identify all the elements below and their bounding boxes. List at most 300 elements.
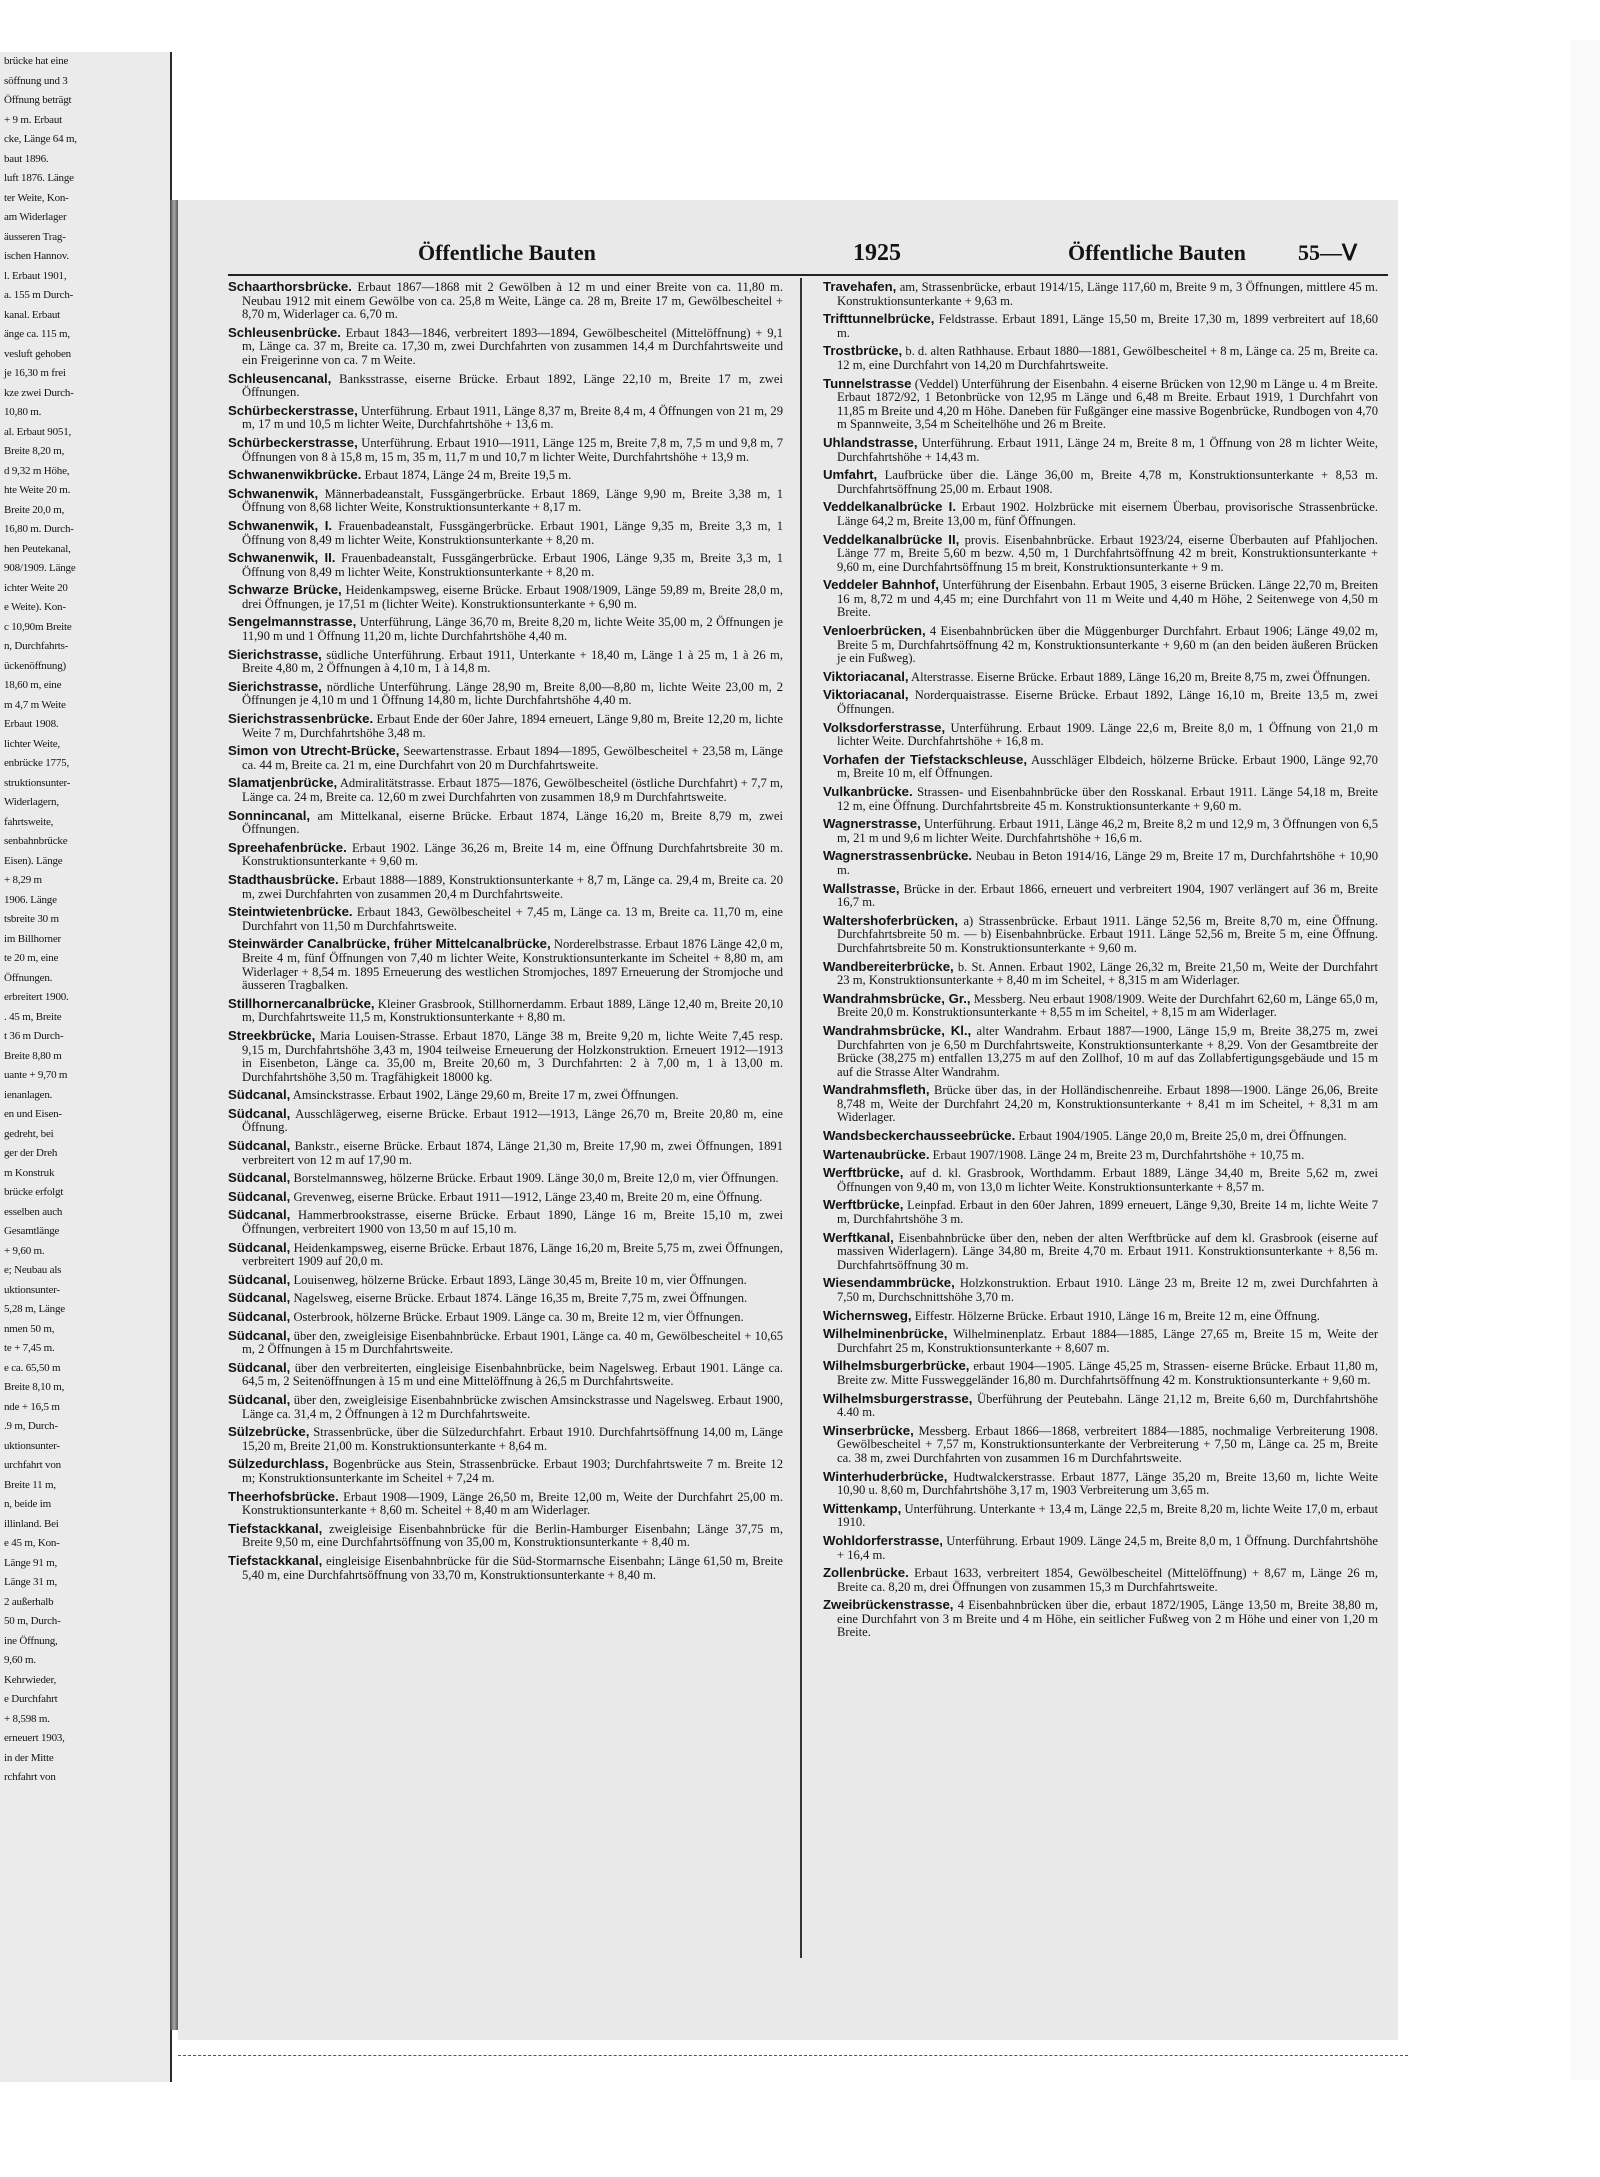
bridge-entry (228, 487, 783, 515)
prev-page-line: esselben auch (4, 1205, 63, 1218)
entry-text: alter Wandrahm. Erbaut 1887—1900, Länge 15,9 m, Breite 38,275 m, zwei Durchfahrten von je 6,50 m Durchfahrtsweite, Konstruktionsunterkante + 8,29. Von der Gesamtbreite der Brücke (38,275 m) entfallen 13,275 m auf den Zollhof, 10 m auf das Zollabfertigungsgebäude und 15 m auf die Strasse Alter Wandrahm. (837, 1023, 1378, 1079)
entry-name: Wittenkamp, (823, 1500, 902, 1516)
entry-name: Werftbrücke, (823, 1165, 904, 1181)
prev-page-line: Eisen). Länge (4, 854, 63, 867)
bridge-entry (823, 1502, 1378, 1530)
entry-name: Winterhuderbrücke, (823, 1468, 948, 1484)
bridge-entry (823, 578, 1378, 620)
entry-name: Veddelkanalbrücke II, (823, 531, 960, 547)
entry-text: Erbaut 1874, Länge 24 m, Breite 19,5 m. (364, 468, 572, 483)
entry-text: Strassen- und Eisenbahnbrücke über den Rosskanal. Erbaut 1911. Länge 54,18 m, Breite 12 m, eine Öffnung. Durchfahrtsbreite 45 m. Konstruktionsunterkante + 9,60 m. (837, 785, 1378, 813)
bridge-entry (823, 1598, 1378, 1640)
entry-text: Ausschlägerweg, eiserne Brücke. Erbaut 1912—1913, Länge 26,70 m, Breite 20,80 m, eine Öffnung. (242, 1106, 783, 1135)
entry-name: Sülzebrücke, (228, 1424, 310, 1440)
entry-name: Schwanenwikbrücke. (228, 467, 362, 483)
bridge-entry (823, 1309, 1378, 1324)
prev-page-line: te + 7,45 m. (4, 1342, 55, 1354)
prev-page-line: lichter Weite, (4, 737, 60, 750)
bridge-entry (823, 500, 1378, 528)
prev-page-line: Öffnungen. (4, 971, 53, 984)
page-edge (1570, 40, 1600, 2080)
entry-name: Sierichstrassenbrücke. (228, 711, 374, 727)
bridge-entry (228, 1241, 783, 1269)
bridge-entry (823, 1534, 1378, 1562)
entry-name: Sierichstrasse, (228, 678, 322, 694)
entry-name: Sengelmannstrasse, (228, 614, 357, 630)
prev-page-line: uante + 9,70 m (4, 1069, 68, 1081)
bridge-entry (228, 905, 783, 933)
entry-name: Wagnerstrassenbrücke. (823, 848, 973, 864)
prev-page-line: n, beide im (4, 1498, 51, 1510)
entry-name: Südcanal, (228, 1290, 291, 1306)
footer-rule (178, 2055, 1408, 2058)
prev-page-line: struktionsunter- (4, 776, 71, 789)
bridge-entry (823, 1129, 1378, 1144)
bridge-entry (228, 1457, 783, 1485)
entry-text: Banksstrasse, eiserne Brücke. Erbaut 1892, Länge 22,10 m, Breite 17 m, zwei Öffnungen. (242, 371, 783, 400)
prev-page-line: uktionsunter- (4, 1439, 60, 1452)
bridge-entry (823, 688, 1378, 716)
bridge-entry (823, 436, 1378, 464)
bridge-entry (823, 1424, 1378, 1466)
prev-page-line: + 8,598 m. (4, 1712, 50, 1725)
entry-text: Leinpfad. Erbaut in den 60er Jahren, 1899 erneuert, Länge 9,30, Breite 14 m, lichte Weite 7 m, Durchfahrtshöhe 3 m. (837, 1198, 1378, 1227)
bridge-entry (823, 1198, 1378, 1226)
prev-page-line: Länge 31 m, (4, 1576, 58, 1588)
entry-name: Südcanal, (228, 1105, 291, 1121)
entry-text: Ausschläger Elbdeich, hölzerne Brücke. Erbaut 1900, Länge 92,70 m, Breite 10 m, elf Öffnungen. (837, 752, 1378, 781)
prev-page-line: Breite 11 m, (4, 1478, 56, 1491)
entry-name: Südcanal, (228, 1170, 291, 1186)
prev-page-line: gedreht, bei (4, 1127, 54, 1140)
entry-text: Erbaut 1843—1846, verbreitert 1893—1894, Gewölbescheitel (Mittelöffnung) + 9,1 m, Länge ca. 37 m, Breite ca. 17,30 m, zwei Durchfahrten von zusammen 14,4 m Durchfahrtsweite und ein Freigerinne von ca. 7 m Weite. (242, 325, 783, 367)
prev-page-line: erneuert 1903, (4, 1732, 65, 1744)
prev-page-line: l. Erbaut 1901, (4, 269, 67, 282)
prev-page-line: ienanlagen. (4, 1088, 53, 1101)
entry-text: Heidenkampsweg, eiserne Brücke. Erbaut 1908/1909, Länge 59,89 m, Breite 28,0 m, drei Öffnungen, je 17,51 m (lichter Weite). Konstruktionsunterkante + 6,90 m. (242, 583, 783, 611)
entry-text: Erbaut 1904/1905. Länge 20,0 m, Breite 25,0 m, drei Öffnungen. (1018, 1129, 1347, 1144)
bridge-entry (823, 1231, 1378, 1273)
bridge-entry (823, 1166, 1378, 1194)
bridge-entry (823, 882, 1378, 910)
entry-name: Wartenaubrücke. (823, 1146, 930, 1162)
entry-name: Südcanal, (228, 1391, 291, 1407)
entry-name: Wilhelminenbrücke, (823, 1326, 948, 1342)
bridge-entry (228, 1208, 783, 1236)
entry-name: Wandrahmsfleth, (823, 1082, 930, 1098)
bridge-entry (823, 344, 1378, 372)
entry-text: Brücke über das, in der Holländischenreihe. Erbaut 1898—1900. Länge 26,06, Breite 8,748 m, Weite der Durchfahrt 24,20 m, Konstruktionsunterkante + 8,41 m im Scheitel, + 8,31 m am Widerlager. (837, 1083, 1378, 1125)
entry-name: Südcanal, (228, 1087, 291, 1103)
bridge-entry (823, 624, 1378, 666)
prev-page-line: en und Eisen- (4, 1108, 62, 1120)
bridge-entry (228, 468, 783, 483)
bridge-entry (823, 849, 1378, 877)
entry-text: erbaut 1904—1905. Länge 45,25 m, Strassen- eiserne Brücke. Erbaut 11,80 m, Breite zw. Mitte Fussweggeländer 16,80 m. Durchfahrtsöffnung 42 m. Konstruktionsunterkante + 9,60 m. (837, 1359, 1378, 1387)
prev-page-line: am Widerlager (4, 211, 67, 223)
entry-name: Schwanenwik, II. (228, 550, 336, 566)
prev-page-line: ichter Weite 20 (4, 581, 68, 594)
prev-page-line: Länge 91 m, (4, 1556, 58, 1569)
bridge-entry (823, 468, 1378, 496)
entry-name: Südcanal, (228, 1239, 291, 1255)
prev-page-line: hte Weite 20 m. (4, 484, 71, 496)
prev-page-line: senbahnbrücke (4, 835, 68, 847)
prev-page-line: e Weite). Kon- (4, 601, 66, 613)
bridge-entry (823, 670, 1378, 685)
prev-page-line: illinland. Bei (4, 1517, 59, 1530)
entry-name: Waltershoferbrücken, (823, 912, 959, 928)
book-gutter (170, 200, 178, 2030)
prev-page-line: 50 m, Durch- (4, 1615, 61, 1627)
prev-page-line: Breite 20,0 m, (4, 503, 65, 516)
bridge-entry (823, 817, 1378, 845)
prev-page-line: luft 1876. Länge (4, 172, 74, 184)
entry-text: Erbaut 1907/1908. Länge 24 m, Breite 23 m, Durchfahrtshöhe + 10,75 m. (932, 1147, 1305, 1162)
entry-name: Sonnincanal, (228, 807, 311, 823)
prev-page-line: e; Neubau als (4, 1264, 62, 1276)
prev-page-line: .9 m, Durch- (4, 1420, 58, 1432)
entry-text: Messberg. Neu erbaut 1908/1909. Weite der Durchfahrt 62,60 m, Länge 65,0 m, Breite 20,0 m. Konstruktionsunterkante + 8,55 m im Scheitel, + 8,15 m am Widerlager. (837, 991, 1378, 1020)
prev-page-line: ine Öffnung, (4, 1634, 58, 1647)
prev-page-line: ter Weite, Kon- (4, 191, 69, 204)
entry-text: Admiralitätstrasse. Erbaut 1875—1876, Gewölbescheitel (östliche Durchfahrt) + 7,7 m, Länge ca. 24 m, Breite ca. 12,60 m zwei Durchfahrten von zusammen 18,9 m Durchfahrtsweite. (242, 776, 783, 804)
entry-text: Überführung der Peutebahn. Länge 21,12 m, Breite 6,60 m, Durchfahrtshöhe 4.40 m. (837, 1391, 1378, 1420)
entry-text: Norderquaistrasse. Eiserne Brücke. Erbaut 1892, Länge 16,10 m, Breite 13,5 m, zwei Öffnungen. (837, 688, 1378, 717)
bridge-entry (823, 1359, 1378, 1387)
header-left-title: Öffentliche Bauten (418, 240, 596, 265)
bridge-entry (228, 1554, 783, 1582)
prev-page-line: brücke hat eine (4, 55, 69, 67)
entry-text: b. St. Annen. Erbaut 1902, Länge 26,32 m, Breite 21,50 m, Weite der Durchfahrt 23 m, Konstruktionsunterkante + 8,40 m im Scheitel, + 8,315 m am Widerlager. (837, 959, 1378, 988)
bridge-entry (823, 785, 1378, 813)
entry-name: Viktoriacanal, (823, 668, 909, 684)
bridge-entry (823, 1566, 1378, 1594)
entry-text: auf d. kl. Grasbrook, Worthdamm. Erbaut 1889, Länge 34,40 m, Breite 5,62 m, zwei Öffnungen von 9,40 m, von 13,0 m lichter Weite. Konstruktionsunterkante + 8,57 m. (837, 1166, 1378, 1194)
entry-text: Eiffestr. Hölzerne Brücke. Erbaut 1910, Länge 16 m, Breite 12 m, eine Öffnung. (914, 1308, 1320, 1323)
prev-page-line: Gesamtlänge (4, 1225, 60, 1237)
entry-name: Winserbrücke, (823, 1422, 914, 1438)
bridge-entry (228, 1361, 783, 1389)
entry-text: Laufbrücke über die. Länge 36,00 m, Breite 4,78 m, Konstruktionsunterkante + 8,53 m. Durchfahrtsöffnung 25,00 m. Erbaut 1908. (837, 468, 1378, 496)
entry-text: Erbaut Ende der 60er Jahre, 1894 erneuert, Länge 9,80 m, Breite 12,20 m, lichte Weite 7 m, Durchfahrtshöhe 3,48 m. (242, 712, 783, 740)
entry-text: Erbaut 1908—1909, Länge 26,50 m, Breite 12,00 m, Weite der Durchfahrt 25,00 m. Konstruktionsunterkante + 8,60 m. Scheitel + 8,40 m am Widerlager. (242, 1489, 783, 1518)
prev-page-line: tsbreite 30 m (4, 913, 59, 925)
entry-text: am Mittelkanal, eiserne Brücke. Erbaut 1874, Länge 16,20 m, Breite 8,79 m, zwei Öffnungen. (242, 808, 783, 837)
prev-page-line: ückenöffnung) (4, 659, 66, 672)
bridge-entry (228, 551, 783, 579)
entry-text: Norderelbstrasse. Erbaut 1876 Länge 42,0 m, Breite 4 m, fünf Öffnungen von 7,40 m lichter Weite, Konstruktionsunterkante im Scheitel + 8,80 m, am Widerlager + 8,54 m. 1895 Erneuerung des westlichen Stromjoches, 1897 Erneuerung der Stromjoche und äusseren Tragbalken. (242, 937, 783, 993)
prev-page-line: m 4,7 m Weite (4, 698, 66, 711)
prev-page-line: kze zwei Durch- (4, 386, 74, 399)
prev-page-line: ger der Dreh (4, 1147, 58, 1159)
prev-page-line: + 9,60 m. (4, 1244, 45, 1257)
prev-page-line: 9,60 m. (4, 1654, 36, 1666)
prev-page-line: n, Durchfahrts- (4, 640, 69, 652)
entry-name: Schleusenbrücke. (228, 324, 341, 340)
bridge-entry (228, 1522, 783, 1550)
bridge-entry (228, 997, 783, 1025)
bridge-entry (228, 776, 783, 804)
bridge-entry (228, 1490, 783, 1518)
entry-name: Steinwärder Canalbrücke, früher Mittelcanalbrücke, (228, 936, 551, 952)
entry-text: Seewartenstrasse. Erbaut 1894—1895, Gewölbescheitel + 23,58 m, Länge ca. 44 m, Breite ca. 21 m, eine Durchfahrt von 20 m Durchfahrtsweite. (242, 744, 783, 772)
prev-page-line: . 45 m, Breite (4, 1010, 62, 1023)
entry-name: Wagnerstrasse, (823, 816, 921, 832)
bridge-entry (823, 914, 1378, 956)
bridge-entry (823, 280, 1378, 308)
prev-page-line: ischen Hannov. (4, 250, 69, 262)
bridge-entry (228, 1107, 783, 1135)
bridge-entry (823, 1024, 1378, 1079)
prev-page-line: Erbaut 1908. (4, 718, 59, 730)
entry-name: Wandbereiterbrücke, (823, 958, 954, 974)
entry-text: Hammerbrookstrasse, eiserne Brücke. Erbaut 1890, Länge 16 m, Breite 15,10 m, zwei Öffnungen, verbreitert 1900 von 13,50 m auf 15,10 m. (242, 1208, 783, 1237)
bridge-entry (228, 1310, 783, 1325)
entry-name: Schaarthorsbrücke. (228, 280, 352, 294)
prev-page-line: 1906. Länge (4, 893, 57, 906)
bridge-entry (228, 1171, 783, 1186)
bridge-entry (228, 1329, 783, 1357)
prev-page-line: hen Peutekanal, (4, 542, 71, 555)
entry-name: Südcanal, (228, 1327, 291, 1343)
entry-text: Bogenbrücke aus Stein, Strassenbrücke. Erbaut 1903; Durchfahrtsweite 7 m. Breite 12 m; Konstruktionsunterkante im Scheitel + 7,24 m. (242, 1457, 783, 1485)
entry-name: Slamatjenbrücke, (228, 775, 338, 791)
entry-text: Erbaut 1902. Holzbrücke mit eisernem Überbau, provisorische Strassenbrücke. Länge 64,2 m, Breite 13,00 m, fünf Öffnungen. (837, 500, 1378, 528)
entry-name: Wilhelmsburgerstrasse, (823, 1390, 973, 1406)
prev-page-line: Öffnung beträgt (4, 94, 72, 106)
bridge-entry (228, 680, 783, 708)
bridge-entry (228, 615, 783, 643)
bridge-entry (228, 1139, 783, 1167)
prev-page-line: 10,80 m. (4, 406, 42, 418)
entry-text: Frauenbadeanstalt, Fussgängerbrücke. Erbaut 1906, Länge 9,35 m, Breite 3,3 m, 1 Öffnung von 8,49 m lichter Weite, Konstruktionsunterkante + 8,20 m. (242, 551, 783, 579)
prev-page-line: 5,28 m, Länge (4, 1303, 65, 1315)
prev-page-line: änge ca. 115 m, (4, 328, 70, 340)
entry-name: Schürbeckerstrasse, (228, 402, 358, 418)
prev-page-line: Widerlagern, (4, 796, 59, 808)
entry-text: nördliche Unterführung. Länge 28,90 m, Breite 8,00—8,80 m, lichte Weite 23,00 m, 2 Öffnungen je 4,10 m und 1 Öffnung 14,80 m, lichte Durchfahrtshöhe 4,40 m. (242, 679, 783, 708)
prev-page-line: e Durchfahrt (4, 1693, 58, 1705)
prev-page-line: brücke erfolgt (4, 1186, 64, 1198)
entry-text: 4 Eisenbahnbrücken über die Müggenburger Durchfahrt. Erbaut 1906; Länge 49,02 m, Breite 5 m, Durchfahrtsöffnung 42 m, Konstruktionsunterkante + 9,60 m (an den beiden äußeren Brücken je ein Fußweg). (837, 624, 1378, 666)
bridge-entry (228, 1029, 783, 1084)
prev-page-line: je 16,30 m frei (4, 367, 66, 379)
entry-name: Wallstrasse, (823, 880, 900, 896)
prev-page-line: e ca. 65,50 m (4, 1361, 61, 1374)
prev-page-line: d 9,32 m Höhe, (4, 464, 70, 477)
bridge-entry (228, 583, 783, 611)
bridge-entry (228, 648, 783, 676)
prev-page-line: Breite 8,80 m (4, 1049, 62, 1062)
entry-text: Amsinckstrasse. Erbaut 1902, Länge 29,60 m, Breite 17 m, zwei Öffnungen. (292, 1088, 679, 1103)
entry-name: Streekbrücke, (228, 1027, 316, 1043)
entry-name: Vorhafen der Tiefstackschleuse, (823, 751, 1028, 767)
bridge-entry (228, 873, 783, 901)
bridge-entry (228, 809, 783, 837)
prev-page-line: 16,80 m. Durch- (4, 523, 74, 535)
header-year: 1925 (853, 240, 901, 266)
bridge-entry (823, 721, 1378, 749)
prev-page-line: t 36 m Durch- (4, 1030, 64, 1042)
entry-text: Männerbadeanstalt, Fussgängerbrücke. Erbaut 1869, Länge 9,90 m, Breite 3,38 m, 1 Öffnung von 8,68 lichter Weite, Konstruktionsunterkante + 8,17 m. (242, 486, 783, 515)
bridge-entry (228, 1190, 783, 1205)
entry-name: Südcanal, (228, 1309, 291, 1324)
entry-name: Vulkanbrücke. (823, 784, 913, 799)
entry-text: Unterführung. Erbaut 1909. Länge 24,5 m, Breite 8,0 m, 1 Öffnung. Durchfahrtshöhe + 16,4 m. (837, 1533, 1378, 1562)
bridge-entry (228, 404, 783, 432)
entry-name: Schwanenwik, I. (228, 517, 333, 533)
prev-page-line: rchfahrt von (4, 1771, 56, 1783)
entry-text: Neubau in Beton 1914/16, Länge 29 m, Breite 17 m, Durchfahrtshöhe + 10,90 m. (837, 849, 1378, 877)
prev-page-line: enbrücke 1775, (4, 757, 70, 769)
prev-page-line: baut 1896. (4, 152, 49, 165)
entry-name: Veddeler Bahnhof, (823, 577, 939, 593)
prev-page-line: uktionsunter- (4, 1283, 60, 1296)
entry-name: Südcanal, (228, 1138, 291, 1154)
bridge-entry (823, 1327, 1378, 1355)
entry-text: (Veddel) Unterführung der Eisenbahn. 4 eiserne Brücken von 12,90 m Länge u. 4 m Breite. Erbaut 1872/92, 1 Betonbrücke von 12,95 m Länge und 6,48 m Breite. Erbaut 1919, 1 Durchfahrt von 11,85 m Breite und 4,20 m Höhe. Daneben für Fußgänger eine massive Bogenbrücke, Rundbogen von 4,70 m Spannweite, 3,54 m Scheitelhöhe und 26 m Breite. (837, 376, 1378, 432)
entry-name: Wandsbeckerchausseebrücke. (823, 1128, 1016, 1144)
entry-text: Unterführung. Erbaut 1911, Länge 46,2 m, Breite 8,2 m und 12,9 m, 3 Öffnungen von 6,5 m, 21 m und 9,6 m lichter Weite. Durchfahrtshöhe + 16,6 m. (837, 817, 1378, 845)
entry-name: Zollenbrücke. (823, 1565, 909, 1581)
entry-text: Erbaut 1843, Gewölbescheitel + 7,45 m, Länge ca. 13 m, Breite ca. 11,70 m, eine Durchfahrt von 11,50 m Durchfahrtsweite. (242, 905, 783, 933)
bridge-entry (228, 1291, 783, 1306)
entry-text: Alterstrasse. Eiserne Brücke. Erbaut 1889, Länge 16,20 m, Breite 8,75 m, zwei Öffnungen. (911, 669, 1371, 684)
bridge-entry (228, 1393, 783, 1421)
prev-page-line: fahrtsweite, (4, 815, 54, 828)
entry-text: b. d. alten Rathhause. Erbaut 1880—1881, Gewölbescheitel + 8 m, Länge ca. 25 m, Breite ca. 12 m, eine Durchfahrt von 14,20 m Durchfahrtsweite. (837, 344, 1378, 372)
entry-text: Erbaut 1888—1889, Konstruktionsunterkante + 8,7 m, Länge ca. 29,4 m, Breite ca. 20 m, zwei Durchfahrten von zusammen 20,4 m Durchfahrtsweite. (242, 872, 783, 901)
prev-page-line: 18,60 m, eine (4, 679, 62, 691)
page-number: 55—Ⅴ (1298, 240, 1358, 265)
entry-name: Südcanal, (228, 1271, 291, 1287)
entry-name: Veddelkanalbrücke I. (823, 499, 956, 515)
bridge-entry (823, 1148, 1378, 1163)
entry-text: Unterführung. Erbaut 1909. Länge 22,6 m, Breite 8,0 m, 1 Öffnung von 21,0 m lichter Weite. Durchfahrtshöhe + 16,8 m. (837, 720, 1378, 749)
prev-page-line: m Konstruk (4, 1166, 55, 1179)
prev-page-line: in der Mitte (4, 1751, 54, 1764)
entry-text: Borstelmannsweg, hölzerne Brücke. Erbaut 1909. Länge 30,0 m, Breite 12,0 m, vier Öffnungen. (293, 1171, 779, 1186)
entry-name: Wilhelmsburgerbrücke, (823, 1358, 970, 1374)
entry-text: Messberg. Erbaut 1866—1868, verbreitert 1884—1885, nochmalige Verbreiterung 1908. Gewölbescheitel + 7,57 m, Konstruktionsunterkante der Verbreiterung + 7,50 m, Länge ca. 25 m, Breite ca. 38 m, zwei Durchfahrten von zusammen 16 m Durchfahrtsweite. (837, 1423, 1378, 1465)
entry-name: Südcanal, (228, 1207, 291, 1223)
entry-text: Erbaut 1867—1868 mit 2 Gewölben à 12 m und einer Breite von ca. 11,80 m. Neubau 1912 mit einem Gewölbe von ca. 25,8 m Weite, Länge ca. 28 m, Breite 17 m, Gewölbescheitel + 8,70 m, Widerlager ca. 6,70 m. (242, 280, 783, 322)
entry-text: Holzkonstruktion. Erbaut 1910. Länge 23 m, Breite 12 m, zwei Durchfahrten à 7,50 m, Durchschnittshöhe 3,70 m. (837, 1276, 1378, 1304)
entry-name: Wohldorferstrasse, (823, 1532, 943, 1548)
bridge-entry (228, 1273, 783, 1288)
bridge-entry (228, 1088, 783, 1103)
prev-page-line: urchfahrt von (4, 1459, 61, 1471)
bridge-entry (823, 312, 1378, 340)
bridge-entry (823, 1083, 1378, 1125)
entry-name: Spreehafenbrücke. (228, 839, 347, 855)
entry-text: provis. Eisenbahnbrücke. Erbaut 1923/24, eiserne Überbauten auf Pfahljochen. Länge 77 m, Breite 5,60 m bezw. 4,50 m, 1 Durchfahrtsöffnung 42 m breit, Konstruktionsunterkante + 9,60 m, eine Durchfahrtsöffnung 15 m breit, Konstruktionsunterkante + 9 m. (837, 532, 1378, 574)
entry-text: a) Strassenbrücke. Erbaut 1911. Länge 52,56 m, Breite 8,70 m, eine Öffnung. Durchfahrtsbreite 50 m. — b) Eisenbahnbrücke. Erbaut 1911. Länge 52,56 m, Breite 5 m, eine Öffnung. Durchfahrtsbreite 50 m. Konstruktionsunterkante + 9,60 m. (837, 913, 1378, 955)
prev-page-line: kanal. Erbaut (4, 308, 61, 321)
entry-text: Eisenbahnbrücke über den, neben der alten Werftbrücke auf dem kl. Grasbrook (eiserne auf massiven Widerlagern). Länge 34,80 m, Breite 4,70 m. Erbaut 1911. Konstruktionsunterkante + 8,56 m. Durchfahrtsöffnung 30 m. (837, 1230, 1378, 1272)
prev-page-line: nmen 50 m, (4, 1322, 55, 1335)
prev-page-line: im Billhorner (4, 932, 61, 945)
entry-text: über den, zweigleisige Eisenbahnbrücke zwischen Amsinckstrasse und Nagelsweg. Erbaut 1900, Länge ca. 31,4 m, 2 Öffnungen à 12 m Durchfahrtsweite. (242, 1392, 783, 1421)
prev-page-line: äusseren Trag- (4, 230, 66, 243)
entry-name: Schürbeckerstrasse, (228, 434, 358, 450)
bridge-entry (228, 326, 783, 368)
prev-page-line: e 45 m, Kon- (4, 1537, 60, 1549)
entry-name: Werftbrücke, (823, 1197, 904, 1213)
entry-text: zweigleisige Eisenbahnbrücke für die Berlin-Hamburger Eisenbahn; Länge 37,75 m, Breite 9,50 m, eine Durchfahrtsöffnung von 35,00 m, Konstruktionsunterkante + 8,40 m. (242, 1521, 783, 1550)
entry-text: Unterführung. Erbaut 1910—1911, Länge 125 m, Breite 7,8 m, 7,5 m und 9,8 m, 7 Öffnungen von 8 à 15,8 m, 15 m, 35 m, 11,7 m und 10,7 m lichter Weite, Durchfahrtshöhe + 13,9 m. (242, 435, 783, 464)
bridge-entry (228, 436, 783, 464)
header-right-title: Öffentliche Bauten (1068, 240, 1246, 265)
left-column (228, 280, 783, 1980)
entry-name: Zweibrückenstrasse, (823, 1597, 954, 1613)
bridge-entry (823, 992, 1378, 1020)
prev-page-line: a. 155 m Durch- (4, 289, 74, 301)
entry-text: über den verbreiterten, eingleisige Eisenbahnbrücke, beim Nagelsweg. Erbaut 1901. Länge ca. 64,5 m, 2 Seitenöffnungen à 15 m und eine Mittelöffnung à 26,5 m Durchfahrtsweite. (242, 1360, 783, 1389)
entry-text: eingleisige Eisenbahnbrücke für die Süd-Stormarnsche Eisenbahn; Länge 61,50 m, Breite 5,40 m, eine Durchfahrtsöffnung von 33,70 m, Konstruktionsunterkante + 8,40 m. (242, 1553, 783, 1582)
bridge-entry (228, 280, 783, 322)
entry-text: Maria Louisen-Strasse. Erbaut 1870, Länge 38 m, Breite 9,20 m, lichte Weite 7,45 resp. 9,15 m, Durchfahrtshöhe 3,43 m, 1904 teilweise Erneuerung der Holzkonstruktion. Erneuert 1912—1913 in Eisenbeton, Länge ca. 35,00 m, Breite 20,60 m, 3 Durchfahrten: 2 à 7,00 m, 1 à 13,00 m. Durchfahrtshöhe 3,50 m. Tragfähigkeit 18000 kg. (242, 1028, 783, 1084)
bridge-entry (228, 519, 783, 547)
document-page (178, 200, 1398, 2040)
entry-name: Wiesendammbrücke, (823, 1275, 955, 1291)
bridge-entry (228, 937, 783, 992)
entry-name: Venloerbrücken, (823, 623, 926, 639)
entry-text: am, Strassenbrücke, erbaut 1914/15, Länge 117,60 m, Breite 9 m, 3 Öffnungen, mittlere 45 m. Konstruktionsunterkante + 9,63 m. (837, 280, 1378, 308)
entry-name: Tiefstackkanal, (228, 1520, 323, 1536)
prev-page-line: te 20 m, eine (4, 952, 59, 964)
entry-name: Umfahrt, (823, 467, 878, 483)
bridge-entry (228, 744, 783, 772)
entry-text: Erbaut 1633, verbreitert 1854, Gewölbescheitel (Mittelöffnung) + 8,67 m, Länge 26 m, Breite ca. 8,20 m, drei Öffnungen von zusammen 15,3 m Durchfahrtsweite. (837, 1566, 1378, 1594)
bridge-entry (823, 753, 1378, 781)
entry-text: Osterbrook, hölzerne Brücke. Erbaut 1909. Länge ca. 30 m, Breite 12 m, vier Öffnungen. (293, 1310, 744, 1324)
entry-text: Hudtwalckerstrasse. Erbaut 1877, Länge 35,20 m, Breite 13,60 m, lichte Weite 10,90 u. 8,60 m, Durchfahrtshöhe 3,17 m, 1903 Verbreiterung um 3,65 m. (837, 1469, 1378, 1498)
prev-page-line: erbreitert 1900. (4, 991, 69, 1003)
entry-name: Volksdorferstrasse, (823, 719, 946, 735)
prev-page-line: vesluft gehoben (4, 347, 71, 360)
prev-page-line: Breite 8,10 m, (4, 1381, 65, 1393)
entry-name: Travehafen, (823, 280, 897, 294)
entry-name: Wandrahmsbrücke, Kl., (823, 1022, 972, 1038)
entry-text: Unterführung. Erbaut 1911, Länge 8,37 m, Breite 8,4 m, 4 Öffnungen von 21 m, 29 m, 17 m und 10,5 m lichter Weite, Durchfahrtshöhe + 13,6 m. (242, 403, 783, 432)
bridge-entry (228, 372, 783, 400)
entry-text: Erbaut 1902. Länge 36,26 m, Breite 14 m, eine Öffnung Durchfahrtsbreite 30 m. Konstruktionsunterkante + 9,60 m. (242, 840, 783, 869)
bridge-entry (823, 960, 1378, 988)
entry-text: Unterführung. Erbaut 1911, Länge 24 m, Breite 8 m, 1 Öffnung von 28 m lichter Weite, Durchfahrtshöhe + 14,43 m. (837, 435, 1378, 464)
entry-text: südliche Unterführung. Erbaut 1911, Unterkante + 18,40 m, Länge 1 à 25 m, 1 à 26 m, Breite 4,80 m, 2 Öffnungen à 4,10 m, 1 à 14,8 m. (242, 647, 783, 676)
entry-name: Steintwietenbrücke. (228, 904, 353, 920)
entry-name: Werftkanal, (823, 1229, 894, 1245)
prev-page-line: 908/1909. Länge (4, 562, 76, 574)
bridge-entry (823, 1470, 1378, 1498)
entry-name: Trostbrücke, (823, 343, 903, 359)
entry-text: Strassenbrücke, über die Sülzedurchfahrt. Erbaut 1910. Durchfahrtsöffnung 14,00 m, Länge 15,20 m, Breite 21,00 m. Konstruktionsunterkante + 8,64 m. (242, 1425, 783, 1453)
bridge-entry (228, 1425, 783, 1453)
entry-name: Sülzedurchlass, (228, 1456, 329, 1472)
prev-page-line: nde + 16,5 m (4, 1400, 60, 1413)
entry-text: Kleiner Grasbrook, Stillhornerdamm. Erbaut 1889, Länge 12,40 m, Breite 20,10 m, Durchfahrtsweite 11,5 m, Konstruktionsunterkante + 8,80 m. (242, 996, 783, 1025)
entry-name: Tunnelstrasse (823, 375, 912, 391)
entry-name: Theerhofsbrücke. (228, 1488, 339, 1504)
entry-name: Wichernsweg, (823, 1307, 912, 1323)
column-divider (800, 278, 802, 1958)
entry-text: Feldstrasse. Erbaut 1891, Länge 15,50 m, Breite 17,30 m, 1899 verbreitert auf 18,60 m. (837, 312, 1378, 340)
entry-text: Unterführung. Unterkante + 13,4 m, Länge 22,5 m, Breite 8,20 m, lichte Weite 17,0 m, erbaut 1910. (837, 1501, 1378, 1530)
entry-text: Louisenweg, hölzerne Brücke. Erbaut 1893, Länge 30,45 m, Breite 10 m, vier Öffnungen. (293, 1272, 747, 1287)
entry-name: Südcanal, (228, 1359, 291, 1375)
